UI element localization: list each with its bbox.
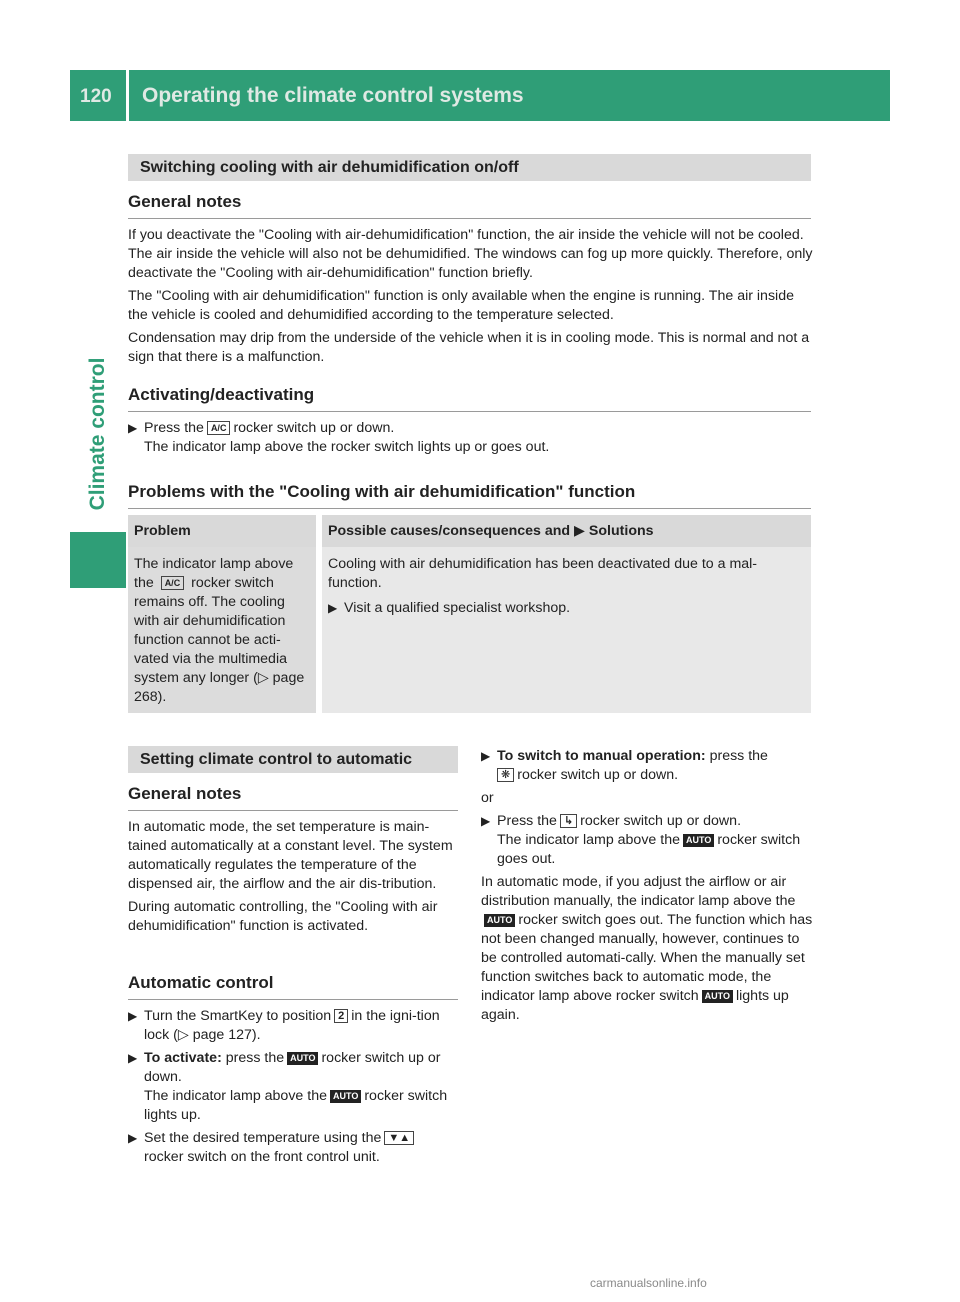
step-arrow-icon: ▶	[128, 421, 138, 435]
ac-button-icon: A/C	[207, 421, 231, 435]
divider	[128, 508, 811, 509]
auto-button-icon: AUTO	[683, 834, 714, 847]
list-item: ▶ To activate: press the AUTO rocker switch up or down. The indicator lamp above the AUTO rocker switch lights up.	[128, 1050, 448, 1123]
cause-cell: Cooling with air dehumidification has been deactivated due to a mal-function. ▶ Visit a qualified specialist workshop.	[322, 547, 811, 713]
solution-arrow-icon: ▶	[574, 522, 585, 539]
step-arrow-icon: ▶	[328, 601, 338, 615]
air-distribution-icon: ↳	[560, 814, 577, 828]
column-header-causes: Possible causes/consequences and ▶ Solutions	[322, 515, 811, 547]
problems-table	[128, 515, 811, 713]
activating-step: ▶ Press the A/C rocker switch up or down. The indicator lamp above the rocker switch lights up or goes out.	[128, 420, 550, 455]
list-item: ▶ Turn the SmartKey to position 2 in the igni-tion lock (▷ page 127).	[128, 1008, 440, 1043]
step-arrow-icon: ▶	[128, 1051, 138, 1065]
page-number: 120	[80, 86, 112, 107]
auto-button-icon: AUTO	[484, 914, 515, 927]
list-item: ▶ Set the desired temperature using the ▼▲ rocker switch on the front control unit.	[128, 1129, 460, 1167]
subheading-general-notes: General notes	[128, 192, 242, 211]
section-title: Setting climate control to automatic	[128, 746, 458, 773]
header-separator	[126, 70, 129, 121]
ac-button-icon: A/C	[161, 576, 185, 590]
step-arrow-icon: ▶	[481, 814, 491, 828]
subheading-automatic-control: Automatic control	[128, 973, 274, 992]
auto-button-icon: AUTO	[702, 990, 733, 1003]
list-item: ▶ To switch to manual operation: press the ❋ rocker switch up or down.	[481, 748, 768, 783]
manual-operation-text	[481, 747, 813, 1025]
or-text: or	[481, 790, 494, 806]
automatic-control-steps	[128, 1007, 460, 1171]
watermark: carmanualsonline.info	[590, 1276, 707, 1290]
subheading-general-notes: General notes	[128, 784, 242, 803]
step-arrow-icon: ▶	[128, 1131, 138, 1145]
general-notes-text: If you deactivate the "Cooling with air-dehumidification" function, the air inside the vehicle will not be cooled. The air inside the vehicle will also not be dehumidified. The windows can fog up more quickly. Therefore, only deactivate the "Cooling with air-dehumidification" function briefly. The "Cooling with air dehumidification" function is only available when the engine is running. The air inside the vehicle is cooled and dehumidified according to the temperature selected. Condensation may drip from the underside of the vehicle when it is in cooling mode. This is normal and not a sign that there is a malfunction.	[128, 227, 813, 365]
problem-cell: The indicator lamp above the A/C rocker switch remains off. The cooling with air dehumidification function cannot be acti-vated via the multimedia system any longer (▷ page 268).	[128, 547, 322, 713]
subheading-problems: Problems with the "Cooling with air dehumidification" function	[128, 482, 636, 501]
section-title: Switching cooling with air dehumidification on/off	[128, 154, 811, 181]
side-tab-marker	[70, 532, 126, 588]
temperature-rocker-icon: ▼▲	[384, 1131, 414, 1145]
side-tab-label: Climate control	[86, 357, 109, 511]
column-header-problem: Problem	[128, 515, 322, 547]
key-position-icon: 2	[334, 1009, 348, 1023]
divider	[128, 810, 458, 811]
step-arrow-icon: ▶	[481, 749, 491, 763]
subheading-activating: Activating/deactivating	[128, 385, 315, 404]
divider	[128, 999, 458, 1000]
table-row	[128, 547, 811, 713]
general-notes-text: In automatic mode, the set temperature is main-tained automatically at a constant level. The system automatically regulates the temperature of the dispensed air, the airflow and the air dis-tribution. During automatic controlling, the "Cooling with air dehumidification" function is activated.	[128, 819, 453, 934]
list-item: ▶ Press the ↳ rocker switch up or down. The indicator lamp above the AUTO rocker switch goes out.	[481, 813, 801, 867]
divider	[128, 411, 811, 412]
auto-button-icon: AUTO	[287, 1052, 318, 1065]
table-header-row	[128, 515, 811, 547]
fan-button-icon: ❋	[497, 768, 514, 782]
page-title: Operating the climate control systems	[142, 84, 524, 107]
auto-button-icon: AUTO	[330, 1090, 361, 1103]
page-reference[interactable]: (▷ page 268).	[134, 670, 305, 705]
step-arrow-icon: ▶	[128, 1009, 138, 1023]
manual-paragraph: In automatic mode, if you adjust the airflow or air distribution manually, the indicator lamp above theAUTO rocker switch goes out. The function which has not been changed manually, however, continues to be controlled automati-cally. When the manually set function switches back to automatic mode, the indicator lamp above rocker switch AUTO lights up again.	[481, 874, 813, 1023]
divider	[128, 218, 811, 219]
